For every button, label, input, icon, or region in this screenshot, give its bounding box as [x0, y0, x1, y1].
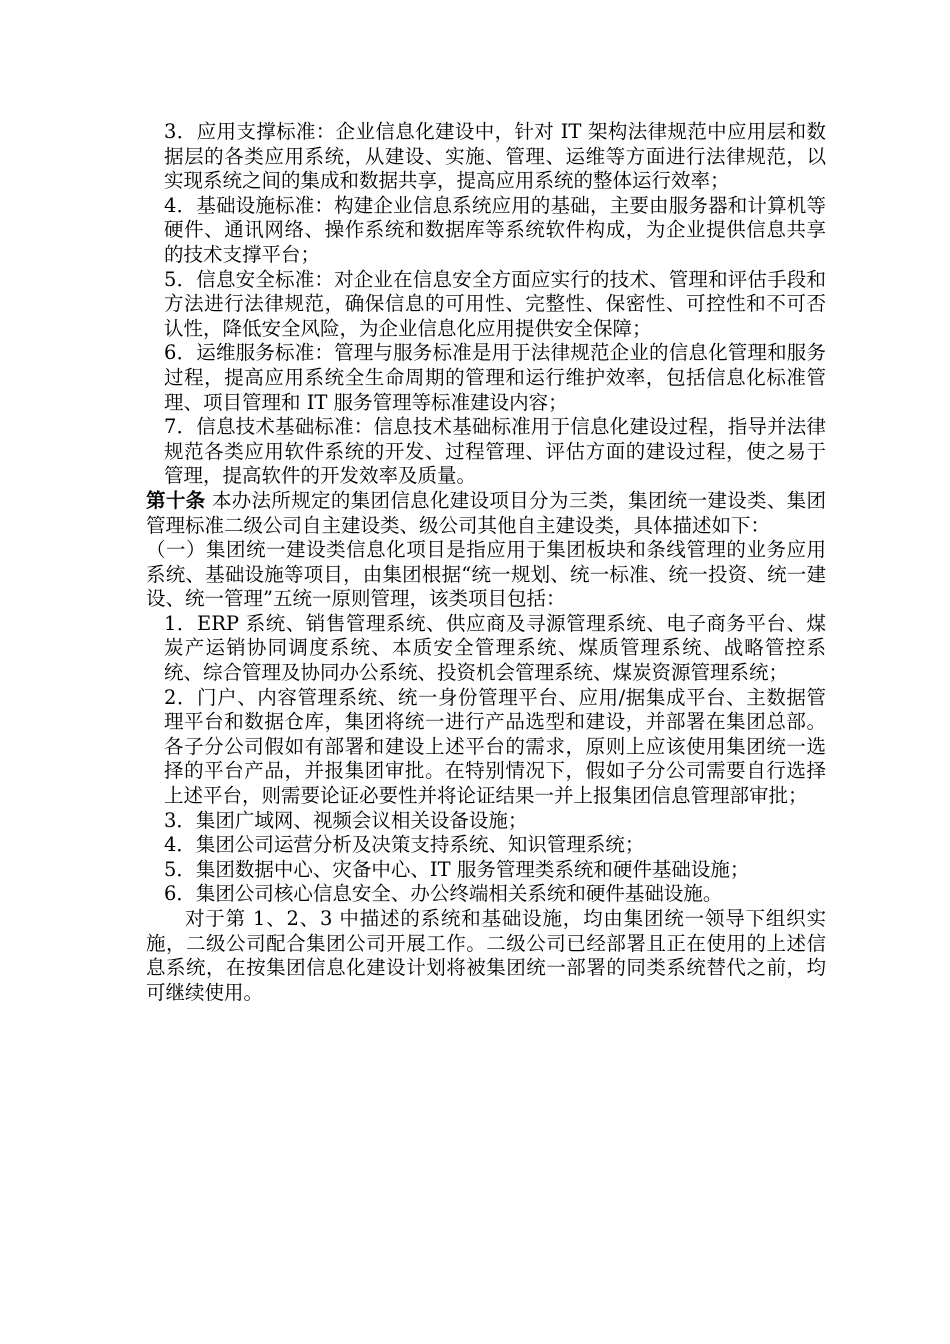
standard-item-4: 4．基础设施标准：构建企业信息系统应用的基础，主要由服务器和计算机等硬件、通讯网络、操作系统和数据库等系统软件构成，为企业提供信息共享的技术支撑平台； — [164, 193, 826, 266]
standard-item-6: 6．运维服务标准：管理与服务标准是用于法律规范企业的信息化管理和服务过程，提高应用系统全生命周期的管理和运行维护效率，包括信息化标准管理、项目管理和 IT 服务管理等标准建设内容； — [164, 341, 826, 414]
sub-item-5: 5．集团数据中心、灾备中心、IT 服务管理类系统和硬件基础设施； — [164, 857, 750, 881]
sub-item-6: 6．集团公司核心信息安全、办公终端相关系统和硬件基础设施。 — [164, 882, 723, 906]
article-ten — [146, 489, 826, 538]
sub-item-2: 2．门户、内容管理系统、统一身份管理平台、应用/据集成平台、主数据管理平台和数据仓库，集团将统一进行产品选型和建设，并部署在集团总部。各子分公司假如有部署和建设上述平台的需求，原则上应该使用集团统一选择的平台产品，并报集团审批。在特别情况下，假如子分公司需要自行选择上述平台，则需要论证必要性并将论证结果一并上报集团信息管理部审批； — [164, 685, 826, 808]
closing-paragraph: 对于第 1、2、3 中描述的系统和基础设施，均由集团统一领导下组织实施，二级公司配合集团公司开展工作。二级公司已经部署且正在使用的上述信息系统，在按集团信息化建设计划将被集团统一部署的同类系统替代之前，均可继续使用。 — [146, 907, 826, 1004]
document-page — [146, 120, 826, 1005]
sub-item-4: 4．集团公司运营分析及决策支持系统、知识管理系统； — [164, 833, 645, 857]
standard-item-7: 7．信息技术基础标准：信息技术基础标准用于信息化建设过程，指导并法律规范各类应用软件系统的开发、过程管理、评估方面的建设过程，使之易于管理，提高软件的开发效率及质量。 — [164, 415, 826, 488]
section-one: （一）集团统一建设类信息化项目是指应用于集团板块和条线管理的业务应用系统、基础设施等项目，由集团根据“统一规划、统一标准、统一投资、统一建设、统一管理”五统一原则管理，该类项目包括： — [146, 538, 826, 611]
article-text: 本办法所规定的集团信息化建设项目分为三类，集团统一建设类、集团管理标准二级公司自主建设类、级公司其他自主建设类，具体描述如下： — [146, 488, 826, 537]
article-heading: 第十条 — [146, 488, 206, 512]
standard-item-5: 5．信息安全标准：对企业在信息安全方面应实行的技术、管理和评估手段和方法进行法律规范，确保信息的可用性、完整性、保密性、可控性和不可否认性，降低安全风险，为企业信息化应用提供安全保障； — [164, 267, 826, 340]
standard-item-3: 3．应用支撑标准：企业信息化建设中，针对 IT 架构法律规范中应用层和数据层的各类应用系统，从建设、实施、管理、运维等方面进行法律规范，以实现系统之间的集成和数据共享，提高应用系统的整体运行效率； — [164, 120, 826, 193]
sub-item-3: 3．集团广域网、视频会议相关设备设施； — [164, 808, 528, 832]
sub-item-1: 1．ERP 系统、销售管理系统、供应商及寻源管理系统、电子商务平台、煤炭产运销协同调度系统、本质安全管理系统、煤质管理系统、战略管控系统、综合管理及协同办公系统、投资机会管理系统、煤炭资源管理系统； — [164, 611, 826, 685]
